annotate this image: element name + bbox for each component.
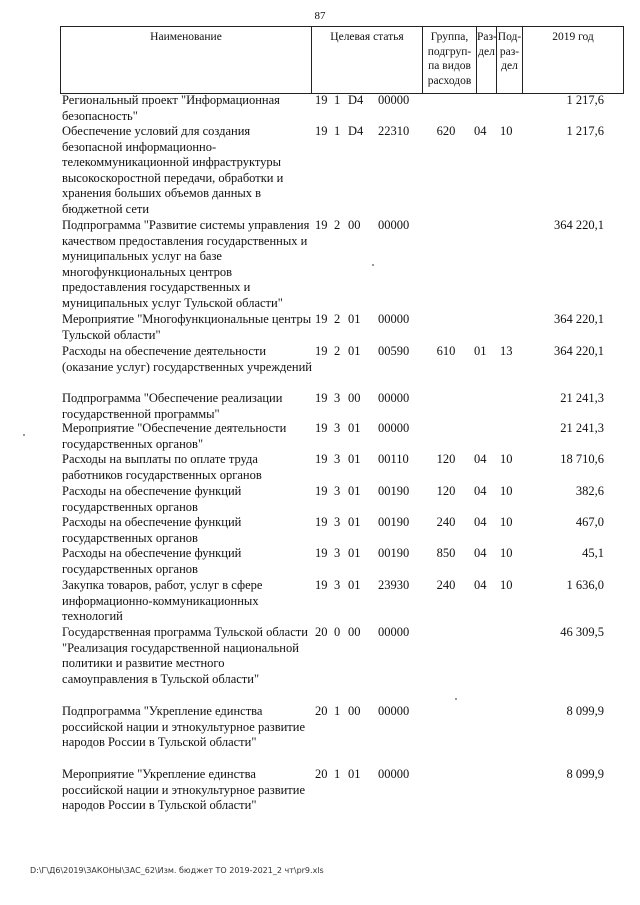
row-amount-2019: 8 099,9 [566, 767, 604, 781]
row-section: 04 [474, 515, 487, 529]
row-subsection: 10 [500, 124, 513, 138]
row-program-code: 20 [315, 625, 328, 639]
row-direction-code: 00190 [378, 484, 410, 498]
row-program-code: 19 [315, 578, 328, 592]
row-event-code: 01 [348, 312, 361, 326]
row-event-code: 00 [348, 704, 361, 718]
header-subsection [496, 27, 522, 93]
header-subsection-line: раз- [499, 45, 520, 58]
row-direction-code: 22310 [378, 124, 410, 138]
row-amount-2019: 1 636,0 [566, 578, 604, 592]
row-subprogram-code: 3 [334, 421, 341, 435]
row-program-code: 19 [315, 484, 328, 498]
row-direction-code: 00000 [378, 93, 410, 107]
row-event-code: 00 [348, 625, 361, 639]
header-subsection-line: дел [501, 60, 518, 72]
row-event-code: D4 [348, 124, 364, 138]
row-name: Мероприятие "Многофункциональные центры Тульской области" [62, 312, 312, 342]
scan-speck [23, 434, 25, 436]
file-path-footer: D:\Г\Д6\2019\ЗАКОНЫ\ЗАС_62\Изм. бюджет ТО 2019-2021_2 чт\pr9.xls [30, 866, 324, 875]
row-amount-2019: 1 217,6 [566, 93, 604, 107]
row-section: 04 [474, 546, 487, 560]
row-subprogram-code: 2 [334, 312, 341, 326]
row-program-code: 19 [315, 344, 328, 358]
header-name: Наименование [150, 31, 222, 43]
row-event-code: D4 [348, 93, 364, 107]
table-header [60, 26, 624, 94]
row-event-code: 01 [348, 421, 361, 435]
row-name: Расходы на обеспечение функций государственных органов [62, 515, 242, 545]
row-expense-group: 120 [436, 452, 456, 466]
header-group-line: Группа, [430, 31, 469, 43]
row-subprogram-code: 2 [334, 218, 341, 232]
row-subsection: 10 [500, 578, 513, 592]
row-event-code: 00 [348, 391, 361, 405]
row-subprogram-code: 3 [334, 546, 341, 560]
row-expense-group: 620 [436, 124, 456, 138]
row-section: 01 [474, 344, 487, 358]
row-subprogram-code: 1 [334, 704, 341, 718]
row-program-code: 20 [315, 704, 328, 718]
row-direction-code: 00000 [378, 218, 410, 232]
row-amount-2019: 8 099,9 [566, 704, 604, 718]
row-name: Обеспечение условий для создания безопасной информационно-телекоммуникационной инфраструктуры высокоскоростной передачи, обработки и хранения больших объемов данных в бюджетной сети [62, 124, 284, 216]
scan-speck [455, 698, 457, 700]
row-section: 04 [474, 124, 487, 138]
row-subprogram-code: 3 [334, 391, 341, 405]
row-subprogram-code: 1 [334, 124, 341, 138]
row-subprogram-code: 3 [334, 484, 341, 498]
row-subsection: 13 [500, 344, 513, 358]
row-subsection: 10 [500, 546, 513, 560]
row-program-code: 20 [315, 767, 328, 781]
row-amount-2019: 46 309,5 [560, 625, 604, 639]
row-section: 04 [474, 578, 487, 592]
row-name: Расходы на обеспечение функций государственных органов [62, 484, 242, 514]
row-expense-group: 240 [436, 578, 456, 592]
row-subprogram-code: 3 [334, 578, 341, 592]
row-subprogram-code: 3 [334, 515, 341, 529]
header-expense-group [422, 27, 476, 93]
row-program-code: 19 [315, 515, 328, 529]
row-direction-code: 00590 [378, 344, 410, 358]
row-name: Расходы на обеспечение функций государственных органов [62, 546, 242, 576]
row-subprogram-code: 2 [334, 344, 341, 358]
row-subsection: 10 [500, 515, 513, 529]
row-expense-group: 240 [436, 515, 456, 529]
row-program-code: 19 [315, 124, 328, 138]
row-event-code: 01 [348, 515, 361, 529]
row-subsection: 10 [500, 452, 513, 466]
row-event-code: 01 [348, 484, 361, 498]
row-amount-2019: 45,1 [582, 546, 604, 560]
header-section-line: Раз- [477, 31, 497, 43]
row-program-code: 19 [315, 421, 328, 435]
row-expense-group: 610 [436, 344, 456, 358]
row-event-code: 01 [348, 767, 361, 781]
header-year: 2019 год [522, 27, 623, 93]
row-name: Закупка товаров, работ, услуг в сфере информационно-коммуникационных технологий [62, 578, 263, 623]
row-name: Расходы на выплаты по оплате труда работников государственных органов [62, 452, 262, 482]
row-direction-code: 00000 [378, 625, 410, 639]
header-section [476, 27, 496, 93]
row-direction-code: 00000 [378, 421, 410, 435]
row-name: Мероприятие "Укрепление единства российской нации и этнокультурное развитие народов России в Тульской области" [62, 767, 305, 812]
row-name: Государственная программа Тульской области "Реализация государственной национальной политики и развитие местного самоуправления в Тульской области" [62, 625, 308, 686]
page-number: 87 [314, 10, 326, 22]
row-name: Подпрограмма "Развитие системы управления качеством предоставления государственных и муниципальных услуг на базе многофункциональных центров предоставления государственных и муниципальных услуг Тульской области" [62, 218, 310, 310]
row-name: Подпрограмма "Обеспечение реализации государственной программы" [62, 391, 283, 421]
row-amount-2019: 1 217,6 [566, 124, 604, 138]
row-subprogram-code: 0 [334, 625, 341, 639]
row-subprogram-code: 1 [334, 767, 341, 781]
row-direction-code: 00000 [378, 767, 410, 781]
row-amount-2019: 382,6 [575, 484, 604, 498]
row-direction-code: 00110 [378, 452, 409, 466]
row-program-code: 19 [315, 391, 328, 405]
header-target-article: Целевая статья [311, 27, 422, 93]
row-event-code: 01 [348, 452, 361, 466]
row-direction-code: 00190 [378, 515, 410, 529]
row-expense-group: 850 [436, 546, 456, 560]
row-event-code: 01 [348, 578, 361, 592]
scan-speck [372, 264, 374, 266]
row-amount-2019: 364 220,1 [554, 218, 604, 232]
row-program-code: 19 [315, 218, 328, 232]
header-section-line: дел [478, 45, 495, 58]
row-subprogram-code: 1 [334, 93, 341, 107]
row-amount-2019: 364 220,1 [554, 344, 604, 358]
row-expense-group: 120 [436, 484, 456, 498]
header-group-line: па видов [428, 60, 471, 72]
row-amount-2019: 364 220,1 [554, 312, 604, 326]
row-event-code: 01 [348, 344, 361, 358]
row-direction-code: 00000 [378, 391, 410, 405]
row-amount-2019: 21 241,3 [560, 391, 604, 405]
header-group-line: расходов [427, 74, 472, 87]
row-program-code: 19 [315, 452, 328, 466]
header-group-line: подгруп- [427, 45, 472, 58]
row-name: Региональный проект "Информационная безопасность" [62, 93, 280, 123]
row-event-code: 00 [348, 218, 361, 232]
row-amount-2019: 467,0 [575, 515, 604, 529]
row-subprogram-code: 3 [334, 452, 341, 466]
row-direction-code: 00000 [378, 312, 410, 326]
row-name: Расходы на обеспечение деятельности (оказание услуг) государственных учреждений [62, 344, 312, 374]
row-direction-code: 00190 [378, 546, 410, 560]
row-section: 04 [474, 484, 487, 498]
header-subsection-line: Под- [497, 31, 522, 43]
row-event-code: 01 [348, 546, 361, 560]
row-name: Мероприятие "Обеспечение деятельности государственных органов" [62, 421, 287, 451]
row-direction-code: 23930 [378, 578, 410, 592]
row-program-code: 19 [315, 93, 328, 107]
row-program-code: 19 [315, 546, 328, 560]
row-amount-2019: 21 241,3 [560, 421, 604, 435]
row-name: Подпрограмма "Укрепление единства российской нации и этнокультурное развитие народов России в Тульской области" [62, 704, 305, 749]
row-subsection: 10 [500, 484, 513, 498]
row-amount-2019: 18 710,6 [560, 452, 604, 466]
row-section: 04 [474, 452, 487, 466]
row-direction-code: 00000 [378, 704, 410, 718]
row-program-code: 19 [315, 312, 328, 326]
